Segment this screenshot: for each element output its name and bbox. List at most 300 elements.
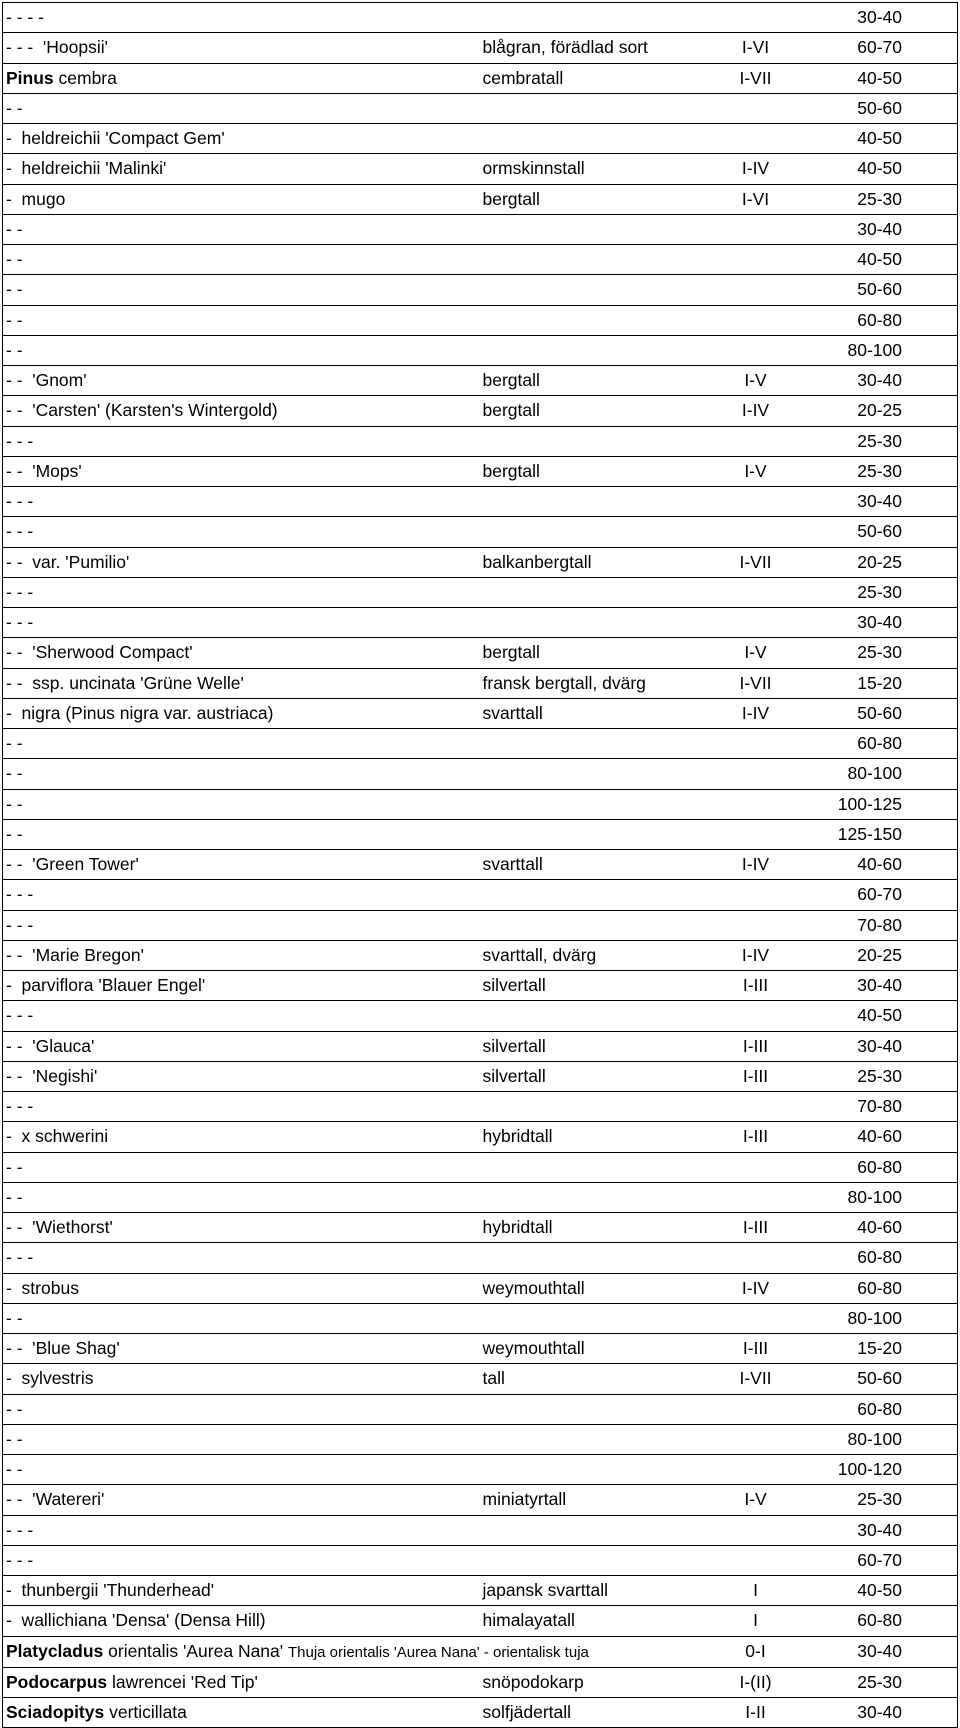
plant-name: - - 'Watereri' (6, 1489, 105, 1510)
common-name-cell: hybridtall (483, 1122, 708, 1152)
size-cell: 20-25 (818, 940, 958, 970)
zone-cell: I-VI (708, 184, 818, 214)
common-name-cell: silvertall (483, 971, 708, 1001)
table-row (3, 1364, 958, 1394)
zone-cell (708, 517, 818, 547)
size-cell: 25-30 (818, 638, 958, 668)
plant-name-cell (3, 880, 483, 910)
zone-cell (708, 335, 818, 365)
size-cell: 25-30 (818, 184, 958, 214)
zone-cell (708, 1455, 818, 1485)
zone-cell (708, 93, 818, 123)
common-name-cell (483, 1243, 708, 1273)
size-cell: 50-60 (818, 698, 958, 728)
size-cell: 40-50 (818, 1001, 958, 1031)
plant-name-cell (3, 668, 483, 698)
common-name-cell (483, 275, 708, 305)
size-cell: 60-80 (818, 1243, 958, 1273)
common-name-cell: solfjädertall (483, 1697, 708, 1727)
table-row (3, 819, 958, 849)
common-name-cell: tall (483, 1364, 708, 1394)
table-row (3, 517, 958, 547)
size-cell: 40-50 (818, 1576, 958, 1606)
plant-name-cell (3, 638, 483, 668)
table-row (3, 456, 958, 486)
plant-name-cell (3, 1031, 483, 1061)
plant-name: verticillata (104, 1701, 187, 1722)
zone-cell: I-VII (708, 1364, 818, 1394)
plant-name: - - ssp. uncinata 'Grüne Welle' (6, 672, 244, 693)
zone-cell: I-V (708, 366, 818, 396)
table-row (3, 698, 958, 728)
size-cell: 30-40 (818, 1697, 958, 1727)
table-row (3, 1394, 958, 1424)
size-cell: 50-60 (818, 93, 958, 123)
plant-price-table (2, 2, 958, 1728)
plant-name-cell (3, 335, 483, 365)
table-row (3, 940, 958, 970)
size-cell: 25-30 (818, 1667, 958, 1697)
plant-name: - - - (6, 1549, 34, 1570)
zone-cell (708, 124, 818, 154)
plant-name-cell (3, 1424, 483, 1454)
plant-name: - - - (6, 612, 34, 633)
plant-name: - - 'Marie Bregon' (6, 944, 144, 965)
table-row (3, 1001, 958, 1031)
plant-name-cell (3, 124, 483, 154)
plant-name: - parviflora 'Blauer Engel' (6, 975, 206, 996)
plant-name-cell (3, 971, 483, 1001)
plant-name-cell (3, 1001, 483, 1031)
zone-cell (708, 1424, 818, 1454)
zone-cell (708, 1303, 818, 1333)
table-row (3, 1213, 958, 1243)
size-cell: 30-40 (818, 1636, 958, 1667)
size-cell: 40-60 (818, 1122, 958, 1152)
plant-name-cell (3, 547, 483, 577)
zone-cell (708, 1182, 818, 1212)
zone-cell: I-IV (708, 850, 818, 880)
common-name-cell (483, 1152, 708, 1182)
size-cell: 40-50 (818, 124, 958, 154)
plant-name-cell (3, 456, 483, 486)
size-cell: 80-100 (818, 759, 958, 789)
common-name-cell: himalayatall (483, 1606, 708, 1636)
table-row (3, 880, 958, 910)
zone-cell: I-V (708, 638, 818, 668)
common-name-cell (483, 577, 708, 607)
plant-name-cell (3, 1636, 589, 1667)
plant-name: - - - 'Hoopsii' (6, 37, 108, 58)
plant-name: - - (6, 823, 23, 844)
plant-name: - nigra (Pinus nigra var. austriaca) (6, 702, 274, 723)
table-row (3, 789, 958, 819)
plant-name: - - 'Mops' (6, 460, 82, 481)
plant-name-cell (3, 1182, 483, 1212)
table-row (3, 1182, 958, 1212)
plant-name-cell (3, 396, 483, 426)
size-cell: 125-150 (818, 819, 958, 849)
table-row (3, 1667, 958, 1697)
plant-name: lawrencei 'Red Tip' (107, 1671, 258, 1692)
zone-cell: I-VII (708, 547, 818, 577)
zone-cell (708, 819, 818, 849)
plant-name-cell (3, 789, 483, 819)
plant-name-cell (3, 487, 483, 517)
common-name-cell (483, 880, 708, 910)
size-cell: 30-40 (818, 608, 958, 638)
plant-name-cell (3, 214, 483, 244)
common-name-cell (483, 819, 708, 849)
plant-name: - - (6, 733, 23, 754)
zone-cell (708, 1243, 818, 1273)
zone-cell: I-III (708, 1334, 818, 1364)
size-cell: 30-40 (818, 366, 958, 396)
plant-name-cell (3, 275, 483, 305)
size-cell: 40-50 (818, 63, 958, 93)
zone-cell: I-VI (708, 33, 818, 63)
plant-name: - - var. 'Pumilio' (6, 551, 130, 572)
size-cell: 80-100 (818, 1182, 958, 1212)
plant-name-cell (3, 608, 483, 638)
plant-name: - sylvestris (6, 1368, 94, 1389)
table-row (3, 426, 958, 456)
size-cell: 50-60 (818, 1364, 958, 1394)
plant-name: - - 'Sherwood Compact' (6, 642, 193, 663)
zone-cell (708, 275, 818, 305)
plant-name: - x schwerini (6, 1126, 109, 1147)
size-cell: 40-50 (818, 245, 958, 275)
common-name-cell (483, 335, 708, 365)
plant-name-cell (3, 426, 483, 456)
plant-name: - - (6, 279, 23, 300)
common-name-cell: ormskinnstall (483, 154, 708, 184)
plant-name-cell (3, 1545, 483, 1575)
plant-name: - - (6, 309, 23, 330)
table-row (3, 245, 958, 275)
size-cell: 60-80 (818, 1394, 958, 1424)
plant-name-cell (3, 940, 483, 970)
size-cell: 30-40 (818, 1515, 958, 1545)
common-name-cell: bergtall (483, 638, 708, 668)
zone-cell: I-III (708, 1122, 818, 1152)
size-cell: 15-20 (818, 1334, 958, 1364)
size-cell: 60-80 (818, 1273, 958, 1303)
table-row (3, 1273, 958, 1303)
size-cell: 100-125 (818, 789, 958, 819)
common-name-cell: bergtall (483, 366, 708, 396)
zone-cell: I-(II) (708, 1667, 818, 1697)
size-cell: 60-70 (818, 880, 958, 910)
zone-cell (708, 789, 818, 819)
common-name-cell: weymouthtall (483, 1273, 708, 1303)
plant-name: - - 'Green Tower' (6, 854, 139, 875)
zone-cell: I (708, 1576, 818, 1606)
common-name-cell (483, 124, 708, 154)
plant-name-cell (3, 1092, 483, 1122)
table-row (3, 1485, 958, 1515)
plant-name-cell (3, 3, 483, 33)
plant-name-cell (3, 1697, 483, 1727)
common-name-cell: snöpodokarp (483, 1667, 708, 1697)
plant-name-cell (3, 1061, 483, 1091)
table-row (3, 910, 958, 940)
zone-cell (708, 3, 818, 33)
plant-name-cell (3, 33, 483, 63)
synonym-note: Thuja orientalis 'Aurea Nana' - orientalisk tuja (287, 1643, 589, 1661)
plant-name-cell (3, 1243, 483, 1273)
common-name-cell (483, 1092, 708, 1122)
common-name-cell (483, 214, 708, 244)
plant-name-cell (3, 1667, 483, 1697)
zone-cell: I-V (708, 456, 818, 486)
plant-name: - - (6, 763, 23, 784)
size-cell: 30-40 (818, 3, 958, 33)
zone-cell: I-III (708, 971, 818, 1001)
table-row (3, 729, 958, 759)
table-row (3, 1152, 958, 1182)
plant-name: - - 'Gnom' (6, 370, 87, 391)
plant-name: - - (6, 1428, 23, 1449)
size-cell: 70-80 (818, 1092, 958, 1122)
plant-name: - - - (6, 884, 34, 905)
table-row (3, 275, 958, 305)
common-name-cell: fransk bergtall, dvärg (483, 668, 708, 698)
zone-cell: 0-I (708, 1636, 818, 1667)
plant-name: - - - (6, 914, 34, 935)
table-row (3, 668, 958, 698)
common-name-cell (483, 1424, 708, 1454)
table-row (3, 1636, 958, 1667)
plant-name: - wallichiana 'Densa' (Densa Hill) (6, 1610, 266, 1631)
common-name-cell: blågran, förädlad sort (483, 33, 708, 63)
zone-cell (708, 1152, 818, 1182)
size-cell: 40-50 (818, 154, 958, 184)
size-cell: 100-120 (818, 1455, 958, 1485)
common-name-cell (483, 3, 708, 33)
size-cell: 30-40 (818, 1031, 958, 1061)
common-name-cell: bergtall (483, 184, 708, 214)
table-row (3, 638, 958, 668)
plant-name: - - (6, 97, 23, 118)
zone-cell: I (708, 1606, 818, 1636)
plant-name: - - - (6, 491, 34, 512)
size-cell: 25-30 (818, 456, 958, 486)
plant-name-cell (3, 184, 483, 214)
common-name-cell (483, 1455, 708, 1485)
plant-name: - - (6, 1186, 23, 1207)
size-cell: 15-20 (818, 668, 958, 698)
plant-name-cell (3, 729, 483, 759)
table-row (3, 608, 958, 638)
table-row (3, 1031, 958, 1061)
plant-name: - - (6, 1459, 23, 1480)
size-cell: 80-100 (818, 335, 958, 365)
plant-name-cell (3, 1576, 483, 1606)
common-name-cell (483, 93, 708, 123)
size-cell: 20-25 (818, 547, 958, 577)
plant-name-cell (3, 698, 483, 728)
genus-name: Podocarpus (6, 1671, 108, 1692)
size-cell: 25-30 (818, 426, 958, 456)
plant-name: - - 'Wiethorst' (6, 1217, 113, 1238)
common-name-cell: svarttall (483, 698, 708, 728)
common-name-cell (483, 517, 708, 547)
plant-name-cell (3, 366, 483, 396)
zone-cell: I-IV (708, 940, 818, 970)
zone-cell (708, 608, 818, 638)
common-name-cell (483, 608, 708, 638)
size-cell: 40-60 (818, 1213, 958, 1243)
plant-name-cell (3, 1394, 483, 1424)
table-row (3, 184, 958, 214)
common-name-cell (483, 487, 708, 517)
plant-name: - thunbergii 'Thunderhead' (6, 1580, 215, 1601)
size-cell: 40-60 (818, 850, 958, 880)
plant-name: - - 'Carsten' (Karsten's Wintergold) (6, 400, 278, 421)
size-cell: 60-70 (818, 33, 958, 63)
table-row (3, 759, 958, 789)
plant-name: - strobus (6, 1277, 79, 1298)
plant-name-cell (3, 1273, 483, 1303)
zone-cell: I-IV (708, 698, 818, 728)
plant-name: - - (6, 249, 23, 270)
plant-name-cell (3, 577, 483, 607)
size-cell: 25-30 (818, 1485, 958, 1515)
common-name-cell (483, 910, 708, 940)
plant-name-cell (3, 245, 483, 275)
zone-cell: I-IV (708, 396, 818, 426)
common-name-cell: miniatyrtall (483, 1485, 708, 1515)
size-cell: 50-60 (818, 275, 958, 305)
table-row (3, 1334, 958, 1364)
common-name-cell: svarttall, dvärg (483, 940, 708, 970)
plant-name: - - (6, 1156, 23, 1177)
common-name-cell (483, 1515, 708, 1545)
table-row (3, 487, 958, 517)
size-cell: 25-30 (818, 577, 958, 607)
table-row (3, 1122, 958, 1152)
genus-name: Platycladus (6, 1640, 104, 1661)
plant-name-cell (3, 93, 483, 123)
table-row (3, 1061, 958, 1091)
zone-cell (708, 426, 818, 456)
plant-name: - heldreichii 'Malinki' (6, 158, 167, 179)
table-row (3, 214, 958, 244)
table-row (3, 971, 958, 1001)
size-cell: 60-80 (818, 1152, 958, 1182)
table-row (3, 124, 958, 154)
size-cell: 30-40 (818, 214, 958, 244)
common-name-cell: silvertall (483, 1061, 708, 1091)
common-name-cell (483, 1001, 708, 1031)
table-row (3, 850, 958, 880)
plant-name-cell (3, 1303, 483, 1333)
table-row (3, 1576, 958, 1606)
plant-name-cell (3, 819, 483, 849)
size-cell: 60-70 (818, 1545, 958, 1575)
table-row (3, 1545, 958, 1575)
size-cell: 25-30 (818, 1061, 958, 1091)
plant-name-cell (3, 759, 483, 789)
size-cell: 30-40 (818, 971, 958, 1001)
common-name-cell (483, 729, 708, 759)
common-name-cell (483, 245, 708, 275)
zone-cell (708, 729, 818, 759)
plant-name-cell (3, 1606, 483, 1636)
zone-cell: I-VII (708, 668, 818, 698)
zone-cell (708, 1001, 818, 1031)
table-row (3, 1606, 958, 1636)
plant-name: - - - (6, 430, 34, 451)
plant-name: - - (6, 793, 23, 814)
plant-name-cell (3, 1152, 483, 1182)
plant-name-cell (3, 63, 483, 93)
genus-name: Sciadopitys (6, 1701, 105, 1722)
size-cell: 60-80 (818, 1606, 958, 1636)
size-cell: 60-80 (818, 729, 958, 759)
table-row (3, 154, 958, 184)
table-row (3, 577, 958, 607)
plant-name: - - (6, 1307, 23, 1328)
size-cell: 20-25 (818, 396, 958, 426)
plant-name: - heldreichii 'Compact Gem' (6, 128, 225, 149)
common-name-cell: weymouthtall (483, 1334, 708, 1364)
zone-cell (708, 1515, 818, 1545)
common-name-cell: japansk svarttall (483, 1576, 708, 1606)
plant-name-cell (3, 1455, 483, 1485)
table-row (3, 366, 958, 396)
zone-cell (708, 1092, 818, 1122)
plant-name-cell (3, 1364, 483, 1394)
common-name-cell: bergtall (483, 396, 708, 426)
table-row (3, 1697, 958, 1727)
size-cell: 50-60 (818, 517, 958, 547)
zone-cell (708, 910, 818, 940)
zone-cell (708, 487, 818, 517)
plant-name: cembra (53, 67, 117, 88)
plant-name: - - - - (6, 7, 44, 28)
common-name-cell (483, 426, 708, 456)
zone-cell: I-III (708, 1031, 818, 1061)
size-cell: 30-40 (818, 487, 958, 517)
common-name-cell (483, 759, 708, 789)
zone-cell: I-II (708, 1697, 818, 1727)
plant-name: - - (6, 339, 23, 360)
table-row (3, 3, 958, 33)
plant-name: - - - (6, 1096, 34, 1117)
plant-name-cell (3, 910, 483, 940)
common-name-cell (483, 1182, 708, 1212)
plant-name-cell (3, 1334, 483, 1364)
plant-name-cell (3, 517, 483, 547)
table-row (3, 305, 958, 335)
common-name-cell: cembratall (483, 63, 708, 93)
common-name-cell (483, 789, 708, 819)
size-cell: 80-100 (818, 1424, 958, 1454)
zone-cell (708, 880, 818, 910)
plant-name-cell (3, 305, 483, 335)
plant-name: - - 'Blue Shag' (6, 1338, 120, 1359)
zone-cell: I-III (708, 1061, 818, 1091)
size-cell: 60-80 (818, 305, 958, 335)
genus-name: Pinus (6, 67, 54, 88)
zone-cell: I-IV (708, 154, 818, 184)
table-row (3, 93, 958, 123)
table-row (3, 1424, 958, 1454)
plant-name: - mugo (6, 188, 66, 209)
common-name-cell: balkanbergtall (483, 547, 708, 577)
